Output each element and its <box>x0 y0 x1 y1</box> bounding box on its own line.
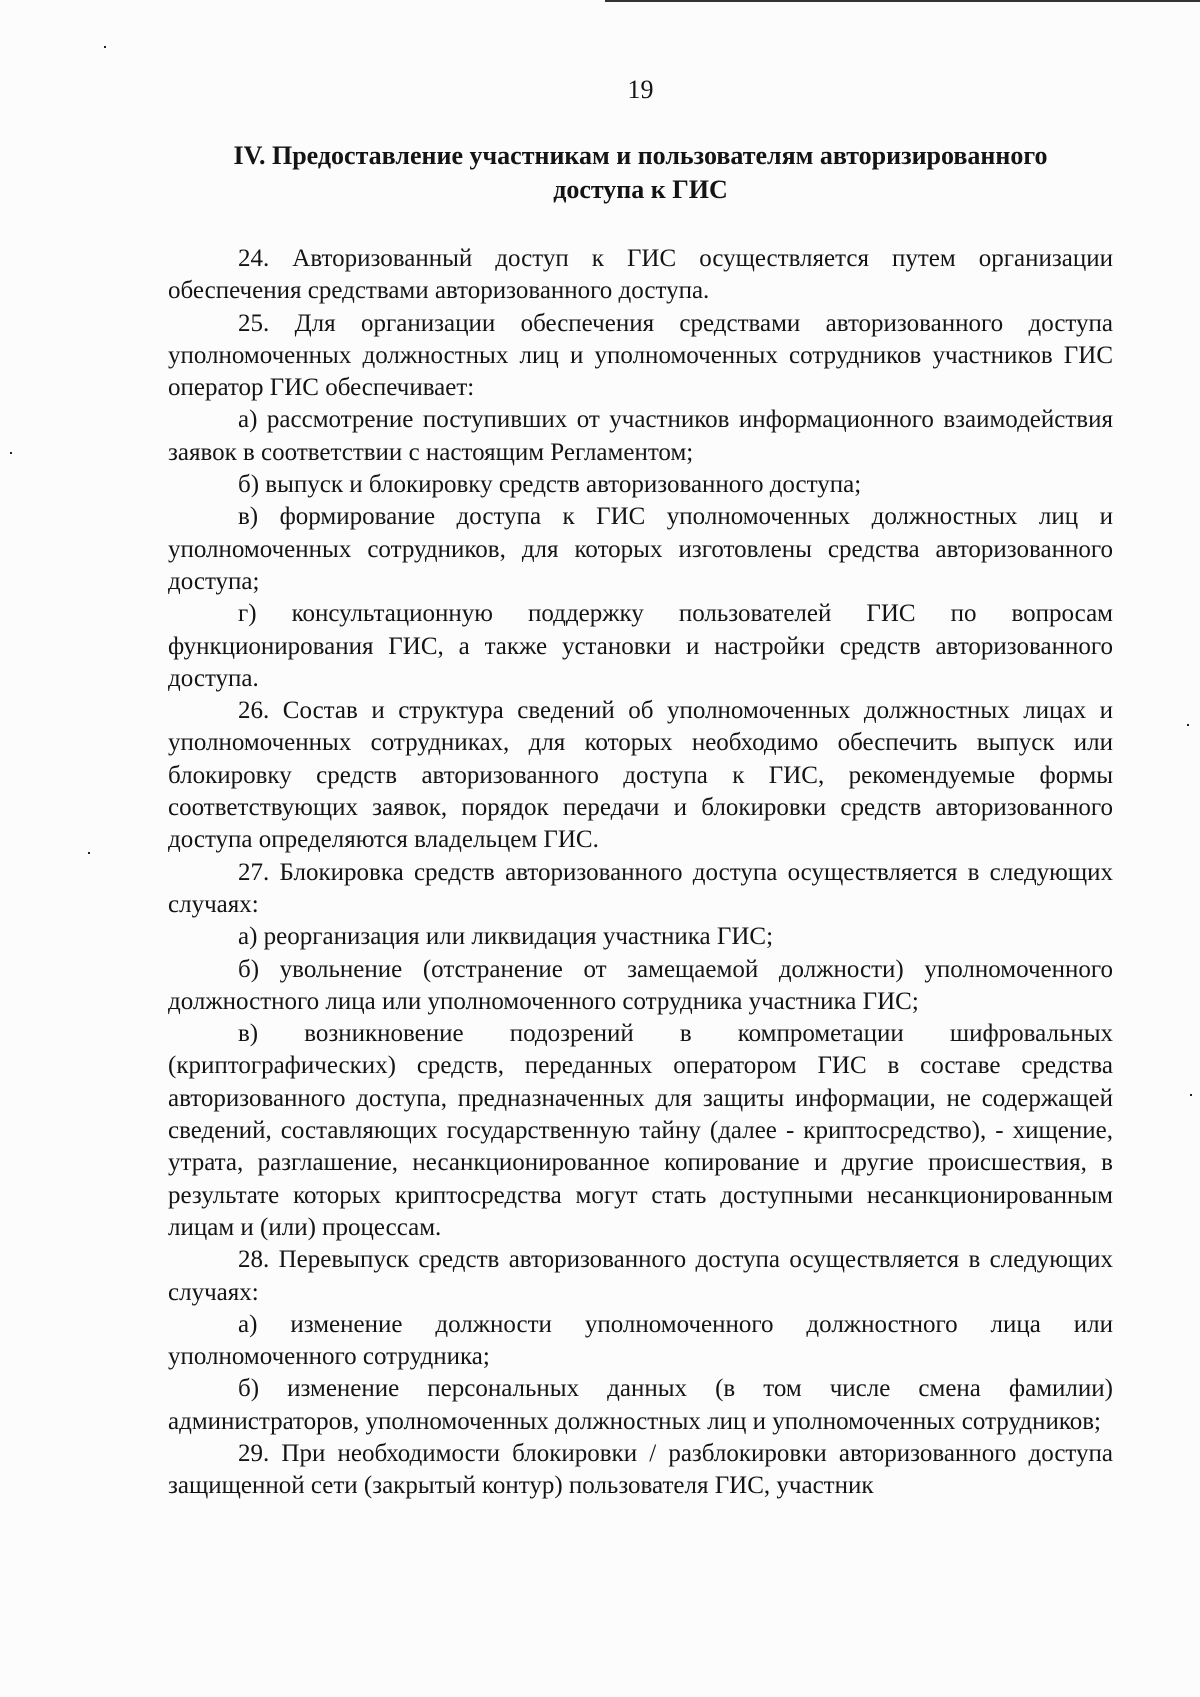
paragraph-28: 28. Перевыпуск средств авторизованного доступа осуществляется в следующих случаях: <box>168 1246 1113 1306</box>
section-title-line: доступа к ГИС <box>553 175 728 204</box>
scan-speck <box>1190 1094 1192 1096</box>
paragraph-25-a: а) рассмотрение поступивших от участников информационного взаимодействия заявок в соответствии с настоящим Регламентом; <box>168 406 1113 466</box>
scan-speck <box>88 852 90 854</box>
section-title <box>168 139 1113 207</box>
page-number: 19 <box>627 75 654 104</box>
paragraph-27: 27. Блокировка средств авторизованного доступа осуществляется в следующих случаях: <box>168 858 1113 918</box>
paragraph-27-b: б) увольнение (отстранение от замещаемой должности) уполномоченного должностного лица или уполномоченного сотрудника участника ГИС; <box>168 955 1113 1015</box>
scan-speck <box>10 452 12 454</box>
paragraph-28-b: б) изменение персональных данных (в том числе смена фамилии) администраторов, уполномоченных должностных лиц и уполномоченных сотрудников; <box>168 1375 1113 1435</box>
paragraph-27-v: в) возникновение подозрений в компрометации шифровальных (криптографических) средств, переданных оператором ГИС в составе средства авторизованного доступа, предназначенных для защиты информации, не содержащей сведений, составляющих государственную тайну (далее - криптосредство), - хищение, утрата, разглашение, несанкционированное копирование и другие происшествия, в результате которых криптосредства могут стать доступными несанкционированным лицам и (или) процессам. <box>168 1020 1113 1241</box>
scan-edge-line <box>605 0 1200 2</box>
paragraph-25-v: в) формирование доступа к ГИС уполномоченных должностных лиц и уполномоченных сотрудников, для которых изготовлены средства авторизованного доступа; <box>168 503 1113 595</box>
scan-speck <box>1187 724 1189 726</box>
paragraph-27-a: а) реорганизация или ликвидация участника ГИС; <box>238 923 774 951</box>
paragraph-29: 29. При необходимости блокировки / разблокировки авторизованного доступа защищенной сети (закрытый контур) пользователя ГИС, участник <box>168 1439 1113 1500</box>
paragraph-28-a: а) изменение должности уполномоченного должностного лица или уполномоченного сотрудника; <box>168 1310 1113 1371</box>
scan-speck <box>104 46 106 48</box>
document-body <box>168 243 1113 1503</box>
paragraph-24: 24. Авторизованный доступ к ГИС осуществляется путем организации обеспечения средствами авторизованного доступа. <box>168 245 1113 305</box>
paragraph-25-b: б) выпуск и блокировку средств авторизованного доступа; <box>238 471 862 499</box>
paragraph-26: 26. Состав и структура сведений об уполномоченных должностных лицах и уполномоченных сотрудниках, для которых необходимо обеспечить выпуск или блокировку средств авторизованного доступа к ГИС, рекомендуемые формы соответствующих заявок, порядок передачи и блокировки средств авторизованного доступа определяются владельцем ГИС. <box>168 697 1113 854</box>
document-page <box>168 74 1113 1503</box>
section-title-line: IV. Предоставление участникам и пользователям авторизированного <box>233 141 1048 170</box>
paragraph-25-g: г) консультационную поддержку пользователей ГИС по вопросам функционирования ГИС, а также установки и настройки средств авторизованного доступа. <box>168 600 1113 692</box>
paragraph-25: 25. Для организации обеспечения средствами авторизованного доступа уполномоченных должностных лиц и уполномоченных сотрудников участников ГИС оператор ГИС обеспечивает: <box>168 309 1113 402</box>
